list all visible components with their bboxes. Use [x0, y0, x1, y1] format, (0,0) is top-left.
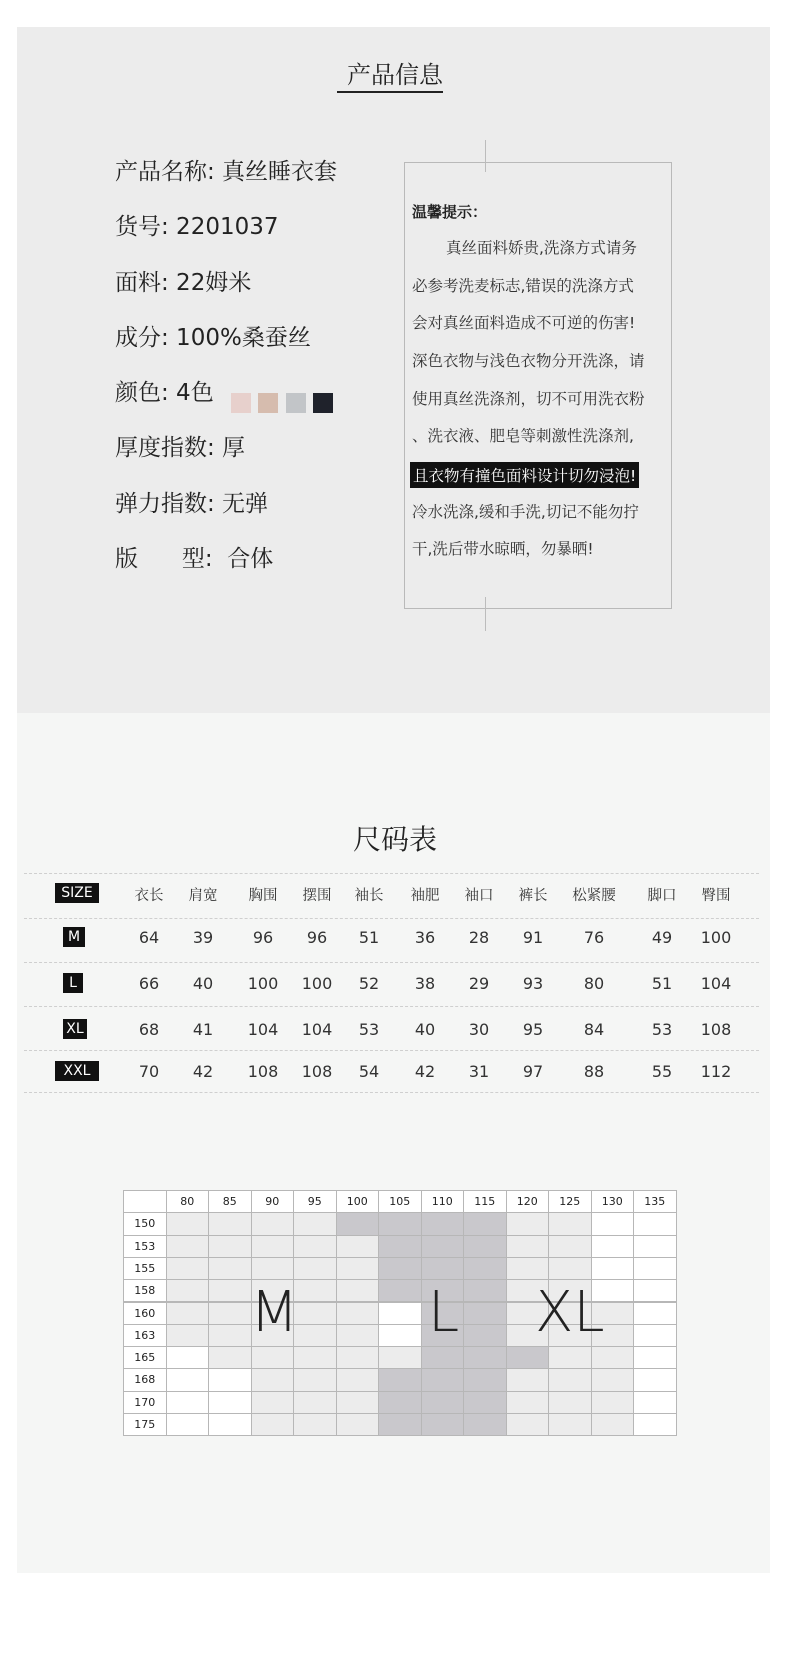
- size-chart-title: 尺码表: [352, 823, 437, 856]
- table-cell: 40: [192, 974, 214, 993]
- grid-cell: [633, 1279, 677, 1302]
- grid-cell: [506, 1368, 550, 1391]
- notice-line: 且衣物有撞色面料设计切勿浸泡!: [410, 462, 639, 488]
- grid-cell: [633, 1391, 677, 1414]
- grid-weight-header: 125: [548, 1190, 592, 1213]
- table-divider: [24, 962, 759, 963]
- table-cell: 88: [583, 1062, 605, 1081]
- size-label: M: [63, 927, 85, 947]
- column-header: 脚口: [647, 888, 677, 904]
- grid-cell: [548, 1391, 592, 1414]
- grid-cell: [251, 1391, 295, 1414]
- grid-cell: [591, 1413, 635, 1436]
- product-info-title: 产品信息: [347, 61, 443, 89]
- color-swatch-gray: [286, 393, 306, 413]
- grid-cell: [208, 1413, 252, 1436]
- grid-cell: [336, 1346, 380, 1369]
- table-cell: 66: [138, 974, 160, 993]
- size-label: XL: [63, 1019, 87, 1039]
- table-cell: 100: [247, 974, 279, 993]
- grid-cell: [336, 1368, 380, 1391]
- table-cell: 96: [252, 928, 274, 947]
- grid-cell: [548, 1257, 592, 1280]
- table-cell: 104: [247, 1020, 279, 1039]
- grid-cell: [633, 1235, 677, 1258]
- column-header: 松紧腰: [572, 888, 616, 904]
- grid-weight-header: 80: [166, 1190, 210, 1213]
- grid-cell: [208, 1324, 252, 1347]
- grid-cell: [208, 1235, 252, 1258]
- grid-cell: [421, 1368, 465, 1391]
- notice-line: 必参考洗麦标志,错误的洗涤方式: [412, 277, 634, 295]
- grid-weight-header: 120: [506, 1190, 550, 1213]
- info-elasticity: 弹力指数: 无弹: [115, 491, 269, 517]
- column-header: 衣长: [134, 888, 164, 904]
- grid-cell: [591, 1391, 635, 1414]
- table-cell: 49: [651, 928, 673, 947]
- grid-cell: [336, 1413, 380, 1436]
- column-header: 袖肥: [410, 888, 440, 904]
- grid-cell: [548, 1346, 592, 1369]
- notice-box-top-tick: [485, 140, 486, 172]
- grid-cell: [166, 1324, 210, 1347]
- grid-cell: [251, 1413, 295, 1436]
- column-header: 摆围: [302, 888, 332, 904]
- grid-cell: [208, 1257, 252, 1280]
- column-header: 臀围: [701, 888, 731, 904]
- grid-cell: [293, 1368, 337, 1391]
- table-divider: [24, 1006, 759, 1007]
- grid-cell: [548, 1212, 592, 1235]
- grid-cell: [378, 1413, 422, 1436]
- grid-cell: [463, 1391, 507, 1414]
- grid-cell: [166, 1257, 210, 1280]
- grid-cell: [591, 1346, 635, 1369]
- info-color: 颜色: 4色: [115, 380, 214, 406]
- grid-cell: [251, 1257, 295, 1280]
- grid-cell: [336, 1212, 380, 1235]
- grid-cell: [378, 1346, 422, 1369]
- grid-cell: [463, 1257, 507, 1280]
- grid-cell: [591, 1257, 635, 1280]
- table-cell: 93: [522, 974, 544, 993]
- notice-line: 、洗衣液、肥皂等刺激性洗涤剂,: [412, 427, 634, 445]
- table-cell: 96: [306, 928, 328, 947]
- grid-cell: [208, 1302, 252, 1325]
- grid-cell: [336, 1257, 380, 1280]
- table-cell: 104: [301, 1020, 333, 1039]
- grid-height-header: 160: [123, 1302, 167, 1325]
- table-cell: 52: [358, 974, 380, 993]
- table-cell: 53: [358, 1020, 380, 1039]
- grid-cell: [166, 1235, 210, 1258]
- table-cell: 100: [700, 928, 732, 947]
- grid-cell: [633, 1212, 677, 1235]
- grid-cell: [463, 1413, 507, 1436]
- grid-cell: [463, 1324, 507, 1347]
- grid-cell: [421, 1391, 465, 1414]
- grid-cell: [166, 1279, 210, 1302]
- table-cell: 80: [583, 974, 605, 993]
- grid-weight-header: 110: [421, 1190, 465, 1213]
- table-cell: 95: [522, 1020, 544, 1039]
- grid-cell: [548, 1413, 592, 1436]
- grid-cell: [591, 1212, 635, 1235]
- grid-height-header: 153: [123, 1235, 167, 1258]
- grid-cell: [378, 1212, 422, 1235]
- size-header: SIZE: [55, 883, 99, 903]
- grid-cell: [506, 1391, 550, 1414]
- table-cell: 108: [301, 1062, 333, 1081]
- grid-cell: [251, 1212, 295, 1235]
- grid-cell: [506, 1346, 550, 1369]
- grid-cell: [251, 1346, 295, 1369]
- fit-size-label: M: [250, 1280, 299, 1345]
- grid-cell: [633, 1324, 677, 1347]
- info-product-name: 产品名称: 真丝睡衣套: [115, 159, 338, 185]
- notice-line: 干,洗后带水晾晒，勿暴晒!: [412, 540, 594, 558]
- size-label: L: [63, 973, 83, 993]
- table-divider: [24, 1050, 759, 1051]
- table-cell: 36: [414, 928, 436, 947]
- table-cell: 97: [522, 1062, 544, 1081]
- color-swatch-navy: [313, 393, 333, 413]
- grid-cell: [293, 1279, 337, 1302]
- notice-line: 冷水洗涤,缓和手洗,切记不能勿拧: [412, 503, 639, 521]
- grid-cell: [336, 1391, 380, 1414]
- table-cell: 30: [468, 1020, 490, 1039]
- notice-title: 温馨提示：: [412, 203, 488, 221]
- notice-box-bottom-tick: [485, 597, 486, 631]
- column-header: 肩宽: [188, 888, 218, 904]
- table-cell: 53: [651, 1020, 673, 1039]
- grid-cell: [251, 1368, 295, 1391]
- grid-cell: [633, 1257, 677, 1280]
- table-cell: 112: [700, 1062, 732, 1081]
- grid-cell: [463, 1235, 507, 1258]
- grid-weight-header: 100: [336, 1190, 380, 1213]
- notice-line: 会对真丝面料造成不可逆的伤害!: [412, 314, 636, 332]
- grid-cell: [251, 1235, 295, 1258]
- table-cell: 39: [192, 928, 214, 947]
- grid-cell: [208, 1391, 252, 1414]
- grid-cell: [208, 1212, 252, 1235]
- grid-height-header: 163: [123, 1324, 167, 1347]
- grid-cell: [293, 1302, 337, 1325]
- grid-cell: [506, 1212, 550, 1235]
- table-cell: 76: [583, 928, 605, 947]
- table-cell: 68: [138, 1020, 160, 1039]
- fit-size-label: L: [428, 1280, 460, 1345]
- grid-cell: [421, 1346, 465, 1369]
- grid-cell: [293, 1324, 337, 1347]
- info-fit: 版 型: 合体: [115, 546, 274, 572]
- title-underline: [337, 91, 443, 93]
- table-cell: 31: [468, 1062, 490, 1081]
- grid-height-header: 175: [123, 1413, 167, 1436]
- table-cell: 70: [138, 1062, 160, 1081]
- table-divider: [24, 918, 759, 919]
- grid-cell: [378, 1302, 422, 1325]
- grid-cell: [633, 1302, 677, 1325]
- grid-cell: [378, 1391, 422, 1414]
- column-header: 裤长: [518, 888, 548, 904]
- grid-cell: [506, 1257, 550, 1280]
- grid-cell: [463, 1212, 507, 1235]
- grid-cell: [166, 1346, 210, 1369]
- table-cell: 42: [414, 1062, 436, 1081]
- info-composition: 成分: 100%桑蚕丝: [115, 325, 311, 351]
- info-item-number: 货号: 2201037: [115, 214, 279, 240]
- color-swatch-pink: [231, 393, 251, 413]
- grid-cell: [166, 1368, 210, 1391]
- table-cell: 42: [192, 1062, 214, 1081]
- grid-weight-header: 130: [591, 1190, 635, 1213]
- grid-cell: [336, 1302, 380, 1325]
- grid-cell: [208, 1346, 252, 1369]
- grid-cell: [293, 1391, 337, 1414]
- column-header: 胸围: [248, 888, 278, 904]
- grid-cell: [336, 1324, 380, 1347]
- grid-cell: [166, 1302, 210, 1325]
- table-cell: 51: [651, 974, 673, 993]
- grid-height-header: 150: [123, 1212, 167, 1235]
- table-cell: 40: [414, 1020, 436, 1039]
- fit-size-label: XL: [535, 1280, 605, 1345]
- grid-height-header: 155: [123, 1257, 167, 1280]
- table-divider: [24, 1092, 759, 1093]
- color-swatch-beige: [258, 393, 278, 413]
- grid-cell: [293, 1413, 337, 1436]
- table-cell: 84: [583, 1020, 605, 1039]
- grid-cell: [463, 1368, 507, 1391]
- grid-cell: [463, 1346, 507, 1369]
- grid-height-header: 158: [123, 1279, 167, 1302]
- grid-cell: [421, 1235, 465, 1258]
- table-cell: 54: [358, 1062, 380, 1081]
- table-cell: 38: [414, 974, 436, 993]
- grid-cell: [506, 1235, 550, 1258]
- grid-cell: [633, 1413, 677, 1436]
- table-cell: 29: [468, 974, 490, 993]
- grid-cell: [293, 1346, 337, 1369]
- grid-weight-header: 135: [633, 1190, 677, 1213]
- grid-height-header: 165: [123, 1346, 167, 1369]
- grid-cell: [293, 1212, 337, 1235]
- grid-cell: [548, 1235, 592, 1258]
- grid-cell: [378, 1368, 422, 1391]
- grid-cell: [506, 1413, 550, 1436]
- column-header: 袖长: [354, 888, 384, 904]
- table-cell: 55: [651, 1062, 673, 1081]
- table-cell: 100: [301, 974, 333, 993]
- notice-line: 深色衣物与浅色衣物分开洗涤，请: [412, 352, 645, 370]
- info-fabric: 面料: 22姆米: [115, 270, 252, 296]
- grid-cell: [633, 1368, 677, 1391]
- grid-height-header: 170: [123, 1391, 167, 1414]
- table-cell: 64: [138, 928, 160, 947]
- grid-height-header: 168: [123, 1368, 167, 1391]
- grid-cell: [208, 1279, 252, 1302]
- grid-cell: [378, 1279, 422, 1302]
- grid-cell: [421, 1257, 465, 1280]
- table-cell: 104: [700, 974, 732, 993]
- grid-weight-header: 85: [208, 1190, 252, 1213]
- grid-cell: [421, 1413, 465, 1436]
- grid-cell: [293, 1235, 337, 1258]
- grid-cell: [166, 1413, 210, 1436]
- grid-cell: [208, 1368, 252, 1391]
- grid-weight-header: 115: [463, 1190, 507, 1213]
- grid-cell: [293, 1257, 337, 1280]
- grid-cell: [166, 1391, 210, 1414]
- table-divider: [24, 873, 759, 874]
- table-cell: 51: [358, 928, 380, 947]
- grid-cell: [421, 1212, 465, 1235]
- size-label: XXL: [55, 1061, 99, 1081]
- grid-cell: [633, 1346, 677, 1369]
- grid-cell: [591, 1368, 635, 1391]
- table-cell: 108: [700, 1020, 732, 1039]
- table-cell: 28: [468, 928, 490, 947]
- grid-cell: [378, 1235, 422, 1258]
- grid-cell: [548, 1368, 592, 1391]
- grid-cell: [336, 1279, 380, 1302]
- grid-cell: [336, 1235, 380, 1258]
- table-cell: 91: [522, 928, 544, 947]
- table-cell: 108: [247, 1062, 279, 1081]
- info-thickness: 厚度指数: 厚: [115, 435, 246, 461]
- grid-corner: [123, 1190, 167, 1213]
- grid-weight-header: 90: [251, 1190, 295, 1213]
- grid-cell: [378, 1324, 422, 1347]
- grid-cell: [378, 1257, 422, 1280]
- grid-weight-header: 105: [378, 1190, 422, 1213]
- grid-cell: [463, 1302, 507, 1325]
- grid-cell: [463, 1279, 507, 1302]
- notice-line: 真丝面料娇贵,洗涤方式请务: [446, 239, 637, 257]
- notice-line: 使用真丝洗涤剂，切不可用洗衣粉: [412, 390, 645, 408]
- table-cell: 41: [192, 1020, 214, 1039]
- grid-cell: [591, 1235, 635, 1258]
- column-header: 袖口: [464, 888, 494, 904]
- grid-weight-header: 95: [293, 1190, 337, 1213]
- grid-cell: [166, 1212, 210, 1235]
